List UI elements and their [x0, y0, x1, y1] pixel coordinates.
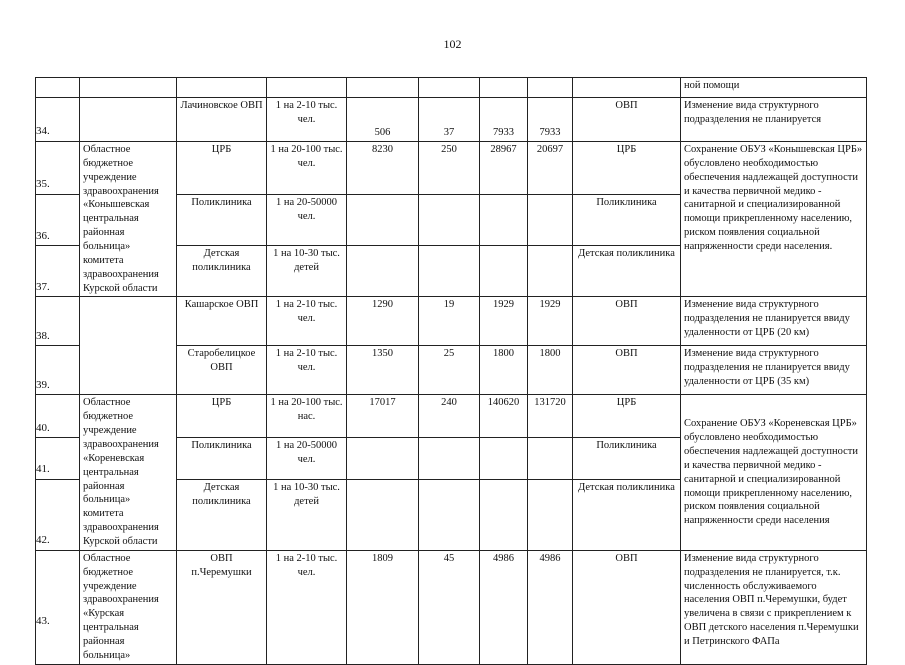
kind-cell: ОВП	[573, 98, 681, 142]
table-row	[36, 98, 867, 142]
row-number: 43.	[36, 550, 80, 664]
note-cell: ной помощи	[681, 78, 867, 98]
kind-cell: Детская поликлиника	[573, 479, 681, 550]
value-cell: 45	[419, 550, 480, 664]
unit-cell: ЦРБ	[177, 395, 267, 438]
row-number: 34.	[36, 98, 80, 142]
unit-cell: ОВП п.Черемушки	[177, 550, 267, 664]
value-cell: 8230	[347, 142, 419, 195]
row-number: 35.	[36, 142, 80, 195]
value-cell: 7933	[480, 98, 528, 142]
unit-cell: Детская поликлиника	[177, 246, 267, 297]
kind-cell: ЦРБ	[573, 142, 681, 195]
value-cell: 240	[419, 395, 480, 438]
value-cell: 19	[419, 297, 480, 346]
facilities-table	[35, 77, 867, 665]
value-cell: 1290	[347, 297, 419, 346]
note-cell: Изменение вида структурного подразделения не планируется ввиду удаленности от ЦРБ (20 км)	[681, 297, 867, 346]
value-cell: 25	[419, 346, 480, 395]
unit-cell: Кашарское ОВП	[177, 297, 267, 346]
norm-cell: 1 на 2-10 тыс. чел.	[267, 346, 347, 395]
value-cell: 17017	[347, 395, 419, 438]
note-cell: Изменение вида структурного подразделения не планируется ввиду удаленности от ЦРБ (35 км)	[681, 346, 867, 395]
kind-cell: ЦРБ	[573, 395, 681, 438]
value-cell: 1800	[480, 346, 528, 395]
value-cell: 140620	[480, 395, 528, 438]
norm-cell: 1 на 20-100 тыс. нас.	[267, 395, 347, 438]
norm-cell: 1 на 2-10 тыс. чел.	[267, 297, 347, 346]
value-cell: 4986	[480, 550, 528, 664]
unit-cell: Поликлиника	[177, 438, 267, 480]
unit-cell: Лачиновское ОВП	[177, 98, 267, 142]
org-cell: Областное бюджетное учреждение здравоохранения «Кореневская центральная районная больница» комитета здравоохранения Курской области	[80, 395, 177, 550]
unit-cell: Старобелицкое ОВП	[177, 346, 267, 395]
value-cell: 28967	[480, 142, 528, 195]
table-row	[36, 395, 867, 438]
value-cell: 250	[419, 142, 480, 195]
value-cell: 1929	[528, 297, 573, 346]
norm-cell: 1 на 2-10 тыс. чел.	[267, 98, 347, 142]
kind-cell: ОВП	[573, 550, 681, 664]
kind-cell: ОВП	[573, 346, 681, 395]
unit-cell: Поликлиника	[177, 194, 267, 245]
row-number: 41.	[36, 438, 80, 480]
table-row	[36, 142, 867, 195]
row-number: 38.	[36, 297, 80, 346]
page-number: 102	[443, 37, 462, 51]
value-cell: 1800	[528, 346, 573, 395]
note-cell: Сохранение ОБУЗ «Кореневская ЦРБ» обусловлено необходимостью обеспечения надлежащей доступности и качества первичной медико - санитарной и специализированной помощи прикрепленному населению, риском появления социальной напряженности среди населения	[681, 395, 867, 550]
row-number: 42.	[36, 479, 80, 550]
row-number: 36.	[36, 194, 80, 245]
norm-cell: 1 на 10-30 тыс. детей	[267, 479, 347, 550]
value-cell: 20697	[528, 142, 573, 195]
value-cell: 1929	[480, 297, 528, 346]
value-cell: 131720	[528, 395, 573, 438]
norm-cell: 1 на 2-10 тыс. чел.	[267, 550, 347, 664]
org-cell: Областное бюджетное учреждение здравоохранения «Конышевская центральная районная больница» комитета здравоохранения Курской области	[80, 142, 177, 297]
kind-cell: ОВП	[573, 297, 681, 346]
row-number: 40.	[36, 395, 80, 438]
norm-cell: 1 на 20-50000 чел.	[267, 438, 347, 480]
value-cell: 37	[419, 98, 480, 142]
kind-cell: Детская поликлиника	[573, 246, 681, 297]
table-row	[36, 297, 867, 346]
note-cell: Сохранение ОБУЗ «Конышевская ЦРБ» обусловлено необходимостью обеспечения надлежащей доступности и качества первичной медико - санитарной и специализированной помощи прикрепленному населению, риском появления социальной напряженности среди населения.	[681, 142, 867, 297]
value-cell: 506	[347, 98, 419, 142]
table-row	[36, 78, 867, 98]
unit-cell: ЦРБ	[177, 142, 267, 195]
value-cell: 7933	[528, 98, 573, 142]
note-cell: Изменение вида структурного подразделения не планируется, т.к. численность обслуживаемого населения ОВП п.Черемушки, будет увеличена в связи с прикреплением к ОВП детского населения п.Черемушки и Петринского ФАПа	[681, 550, 867, 664]
note-cell: Изменение вида структурного подразделения не планируется	[681, 98, 867, 142]
kind-cell: Поликлиника	[573, 438, 681, 480]
norm-cell: 1 на 10-30 тыс. детей	[267, 246, 347, 297]
norm-cell: 1 на 20-100 тыс. чел.	[267, 142, 347, 195]
kind-cell: Поликлиника	[573, 194, 681, 245]
row-number: 39.	[36, 346, 80, 395]
org-cell: Областное бюджетное учреждение здравоохранения «Курская центральная районная больница»	[80, 550, 177, 664]
value-cell: 1350	[347, 346, 419, 395]
value-cell: 1809	[347, 550, 419, 664]
value-cell: 4986	[528, 550, 573, 664]
unit-cell: Детская поликлиника	[177, 479, 267, 550]
row-number: 37.	[36, 246, 80, 297]
norm-cell: 1 на 20-50000 чел.	[267, 194, 347, 245]
table-row	[36, 550, 867, 664]
